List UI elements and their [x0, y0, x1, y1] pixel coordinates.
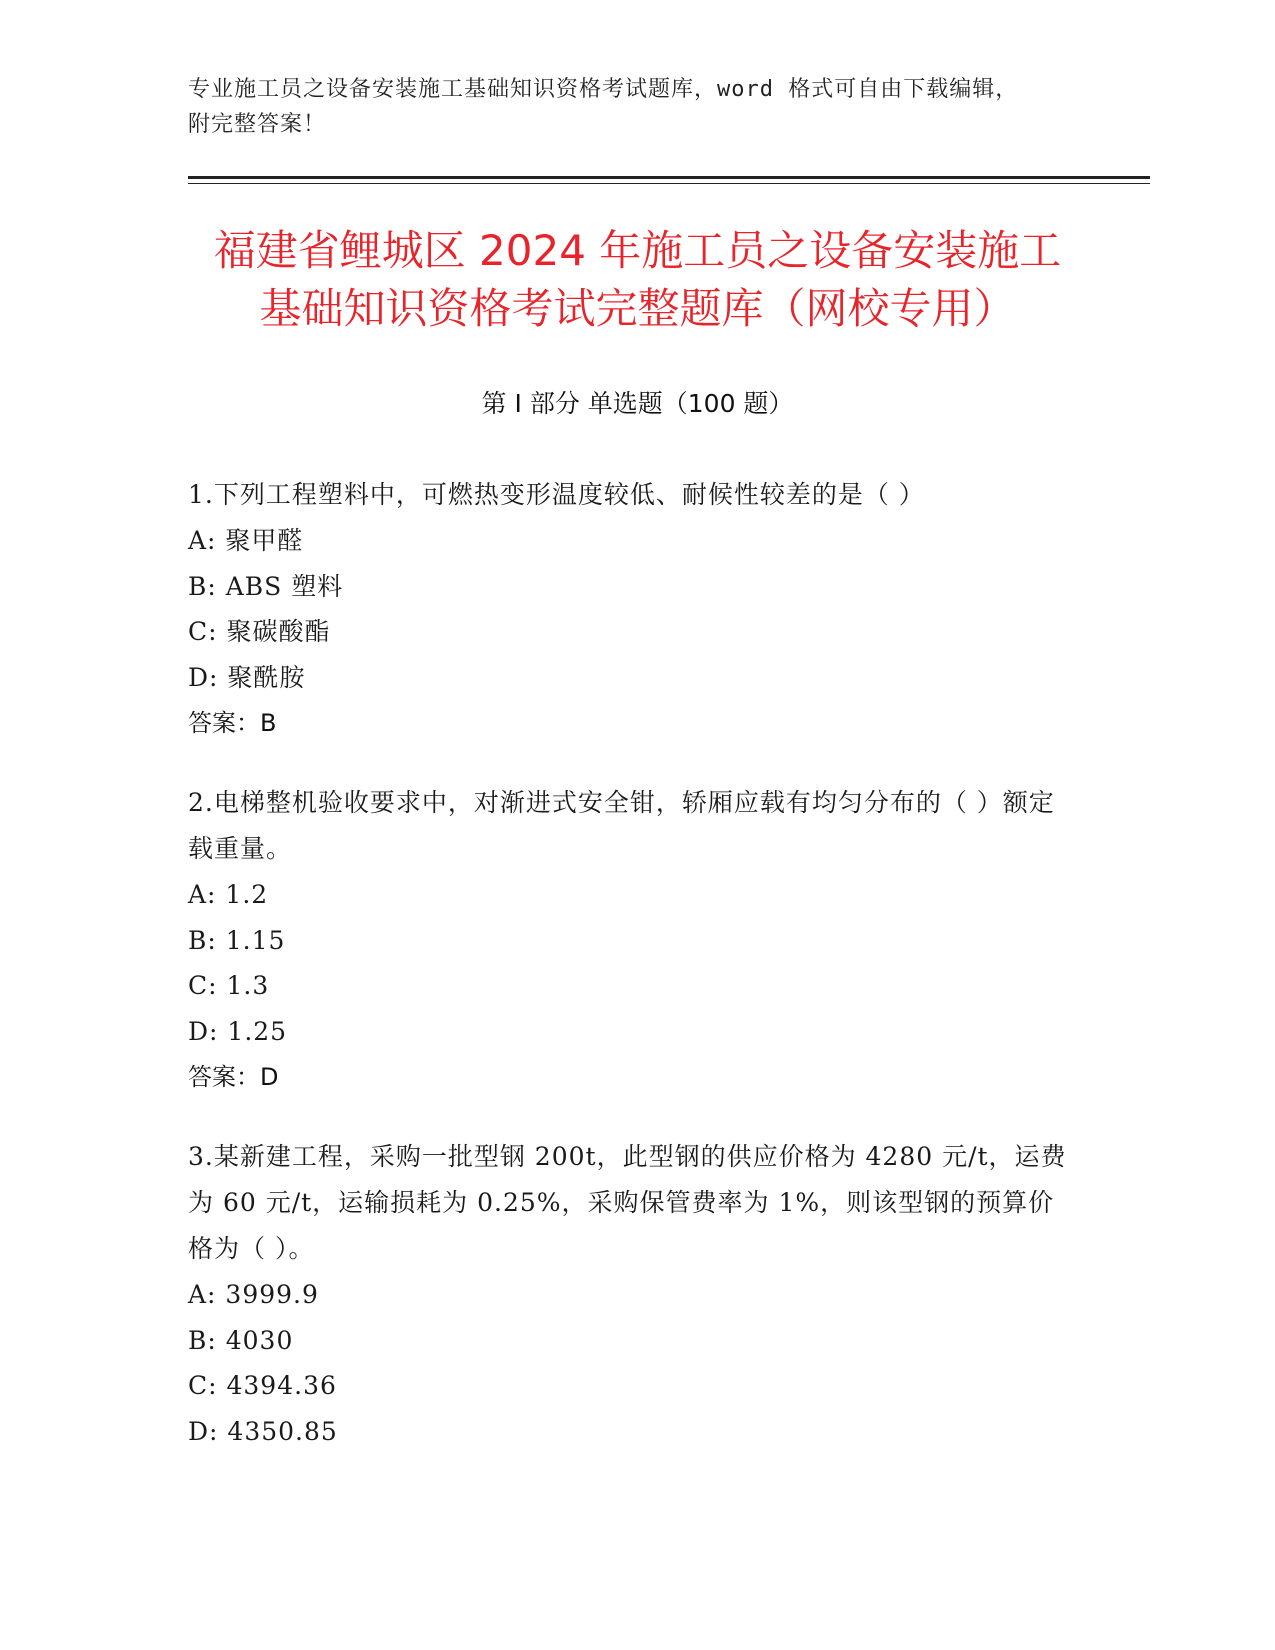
option-d: D: 1.25: [188, 1016, 288, 1046]
option-c: C: 1.3: [188, 971, 270, 1000]
option-d: D: 聚酰胺: [188, 662, 306, 692]
header-divider-thick: [188, 176, 1150, 179]
option-b: B: ABS 塑料: [188, 571, 344, 601]
option-a: A: 3999.9: [188, 1280, 319, 1309]
answer-key: 答案：D: [188, 1063, 279, 1091]
title-line-2: 基础知识资格考试完整题库（网校专用）: [259, 284, 1016, 333]
answer-key: 答案：B: [188, 709, 277, 737]
question-1: [188, 472, 1068, 746]
title-line-1: 福建省鲤城区 2024 年施工员之设备安装施工: [213, 226, 1062, 275]
option-c: C: 4394.36: [188, 1371, 337, 1400]
question-2: [188, 780, 1068, 1100]
option-a: A: 1.2: [188, 880, 269, 909]
question-stem: 1.下列工程塑料中，可燃热变形温度较低、耐候性较差的是（ ）: [188, 480, 925, 509]
header-divider-thin: [188, 183, 1150, 184]
document-title: [150, 222, 1125, 338]
option-b: B: 4030: [188, 1325, 294, 1355]
section-heading: 第 I 部分 单选题（100 题）: [481, 389, 794, 418]
option-c: C: 聚碳酸酯: [188, 617, 331, 646]
header-note-line-2: 附完整答案！: [188, 112, 327, 137]
header-note-line-1: 专业施工员之设备安装施工基础知识资格考试题库，word 格式可自由下载编辑，: [188, 77, 1019, 102]
option-d: D: 4350.85: [188, 1416, 338, 1446]
option-a: A: 聚甲醛: [188, 526, 304, 555]
question-stem: 3.某新建工程，采购一批型钢 200t，此型钢的供应价格为 4280 元/t，运费为 60 元/t，运输损耗为 0.25%，采购保管费率为 1%，则该型钢的预算价格为（ ）。: [188, 1142, 1067, 1263]
question-stem: 2.电梯整机验收要求中，对渐进式安全钳，轿厢应载有均匀分布的（ ）额定载重量。: [188, 788, 1055, 863]
question-list: [188, 472, 1068, 1488]
question-3: [188, 1134, 1068, 1454]
option-b: B: 1.15: [188, 925, 286, 955]
header-note: [188, 72, 1088, 142]
